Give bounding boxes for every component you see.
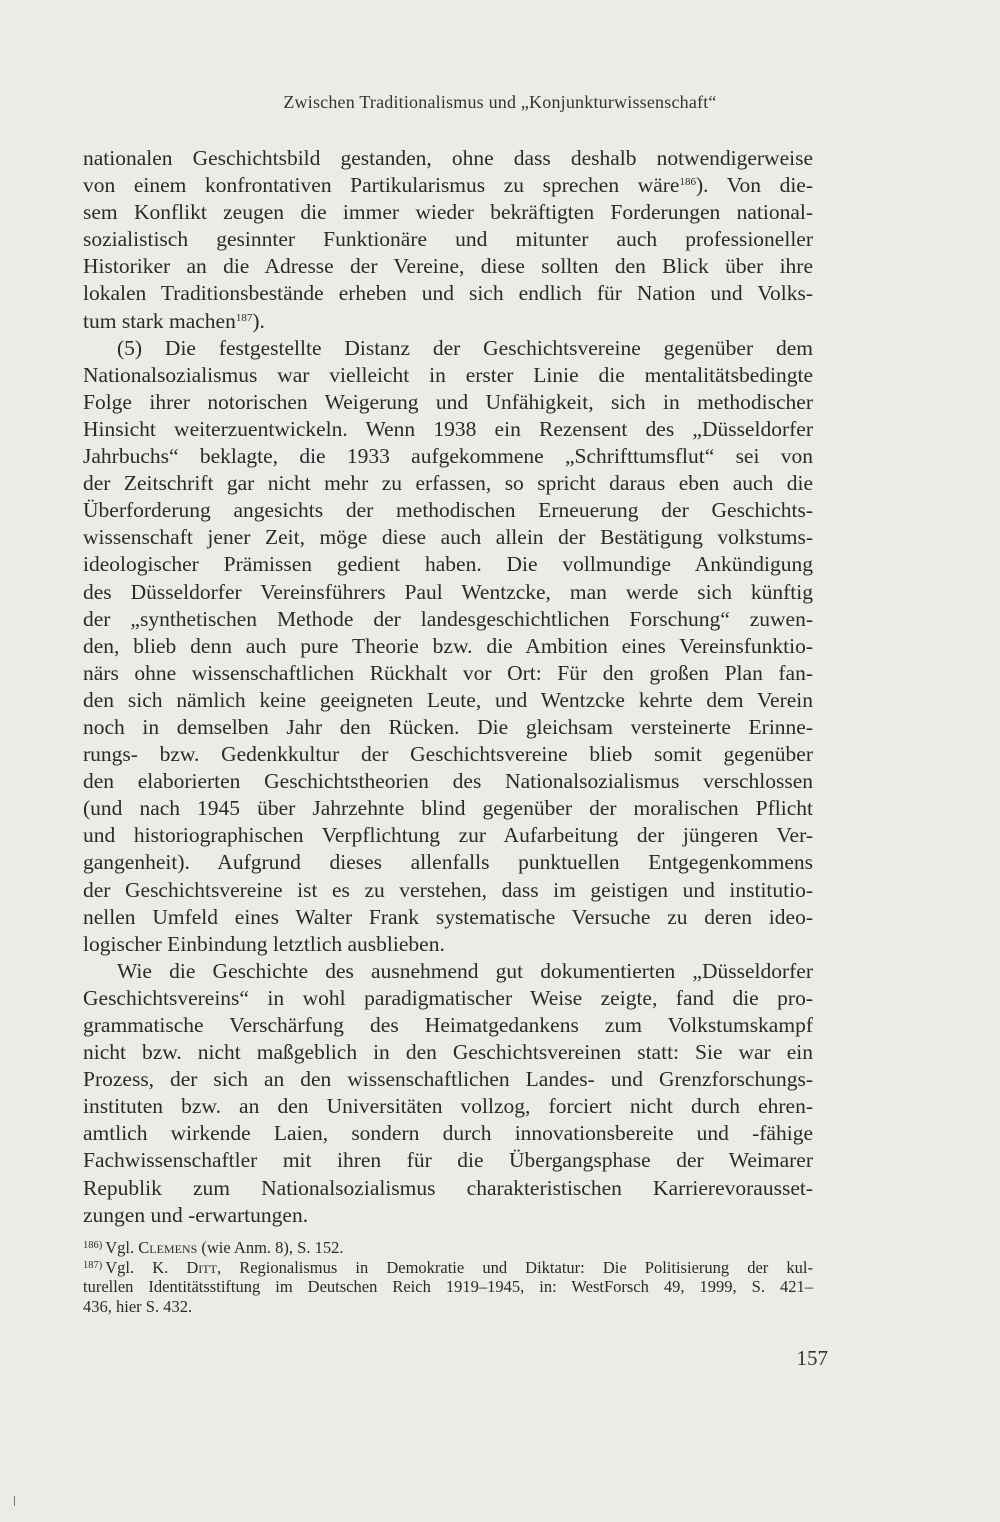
footnotes [83,1238,813,1316]
text-line: (5) Die festgestellte Distanz der Geschichtsvereine gegenüber dem [117,335,813,360]
text-line: logischer Einbindung letztlich ausblieben. [83,931,445,956]
text-line: Geschichtsvereins“ in wohl paradigmatischer Weise zeigte, fand die pro- [83,985,813,1010]
footnote-author: Ditt [186,1257,217,1277]
text-line: (und nach 1945 über Jahrzehnte blind gegenüber der moralischen Pflicht [83,796,813,821]
footnote-number: 186) [83,1240,103,1251]
text-line: den sich nämlich keine geeigneten Leute, und Wentzcke kehrte dem Verein [83,687,813,712]
text-line: den, blieb denn auch pure Theorie bzw. die Ambition eines Vereinsfunktio- [83,633,813,658]
running-head: Zwischen Traditionalismus und „Konjunkturwissenschaft“ [283,92,717,112]
text-line: lokalen Traditionsbestände erheben und sich endlich für Nation und Volks- [83,281,813,306]
footnote-186: $^{186)}$ Vgl. Clemens (wie Anm. 8), S. 152. [83,1238,344,1257]
text-line: des Düsseldorfer Vereinsführers Paul Wentzcke, man werde sich künftig [83,579,813,604]
footnote-number: 187) [83,1259,103,1271]
text-line: Wie die Geschichte des ausnehmend gut dokumentierten „Düsseldorfer [117,958,813,983]
footnote-author: Clemens [138,1238,198,1257]
text-line: nicht bzw. nicht maßgeblich in den Geschichtsvereinen statt: Sie war ein [83,1040,813,1065]
text-line: gangenheit). Aufgrund dieses allenfalls punktuellen Entgegenkommens [83,850,813,875]
text-line: rungs- bzw. Gedenkkultur der Geschichtsvereine blieb somit gegenüber [83,742,813,767]
text-line: ideologischer Prämissen gedient haben. Die vollmundige Ankündigung [83,552,813,577]
text-line: wissenschaft jener Zeit, möge diese auch allein der Bestätigung volkstums- [83,525,813,550]
footnote-line: turellen Identitätsstiftung im Deutschen Reich 1919–1945, in: WestForsch 49, 1999, S. 421– [83,1277,813,1296]
text-line: Jahrbuchs“ beklagte, die 1933 aufgekommene „Schrifttumsflut“ sei von [83,444,813,469]
text-line: grammatische Verschärfung des Heimatgedankens zum Volkstumskampf [83,1013,813,1037]
text-line: Folge ihrer notorischen Weigerung und Unfähigkeit, sich in methodischer [83,389,813,414]
text-line: und historiographischen Verpflichtung zur Aufarbeitung der jüngeren Ver- [83,823,813,848]
text-line: der Zeitschrift gar nicht mehr zu erfassen, so spricht daraus eben auch die [83,471,813,496]
text-line: Nationalsozialismus war vielleicht in erster Linie die mentalitätsbedingte [83,362,813,387]
footnote-ref[interactable]: 186 [679,176,696,189]
text-line: instituten bzw. an den Universitäten vollzog, forciert nicht durch ehren- [83,1094,813,1119]
text-line: Prozess, der sich an den wissenschaftlichen Landes- und Grenzforschungs- [83,1067,813,1092]
scan-edge-mark [14,1496,15,1506]
text-line: amtlich wirkende Laien, sondern durch innovationsbereite und -fähige [83,1121,813,1146]
text-line: Überforderung angesichts der methodischen Erneuerung der Geschichts- [83,498,813,523]
text-line: zungen und -erwartungen. [83,1202,309,1227]
text-line: noch in demselben Jahr den Rücken. Die gleichsam versteinerte Erinne- [83,714,813,739]
text-line: den elaborierten Geschichtstheorien des Nationalsozialismus verschlossen [83,769,813,794]
text-line: Historiker an die Adresse der Vereine, diese sollten den Blick über ihre [83,254,813,279]
text-line: nationalen Geschichtsbild gestanden, ohne dass deshalb notwendigerweise [83,146,813,170]
text-line: von einem konfrontativen Partikularismus zu sprechen wäre$^{186}$). Von die- [83,173,813,198]
text-line: sozialistisch gesinnter Funktionäre und mitunter auch professioneller [83,227,813,252]
text-line: Hinsicht weiterzuentwickeln. Wenn 1938 ein Rezensent des „Düsseldorfer [83,416,813,441]
text-line: Fachwissenschaftler mit ihren für die Übergangsphase der Weimarer [83,1148,813,1173]
footnote-187: $^{187)}$ Vgl. K. Ditt, Regionalismus in Demokratie und Diktatur: Die Politisierung der kul- [83,1257,813,1277]
footnote-line: 436, hier S. 432. [83,1296,193,1316]
body-text [83,145,813,1229]
text-line: sem Konflikt zeugen die immer wieder bekräftigten Forderungen national- [83,200,813,225]
text-line: Republik zum Nationalsozialismus charakteristischen Karrierevorausset- [83,1175,813,1200]
footnote-ref[interactable]: 187 [235,311,253,324]
text-line: närs ohne wissenschaftlichen Rückhalt vor Ort: Für den großen Plan fan- [83,660,813,685]
text-line: der Geschichtsvereine ist es zu verstehen, dass im geistigen und institutio- [83,877,813,902]
text-line: der „synthetischen Methode der landesgeschichtlichen Forschung“ zuwen- [83,606,813,631]
page-number: 157 [796,1346,828,1370]
text-line: tum stark machen$^{187}$). [83,308,265,333]
text-line: nellen Umfeld eines Walter Frank systematische Versuche zu deren ideo- [83,904,813,929]
